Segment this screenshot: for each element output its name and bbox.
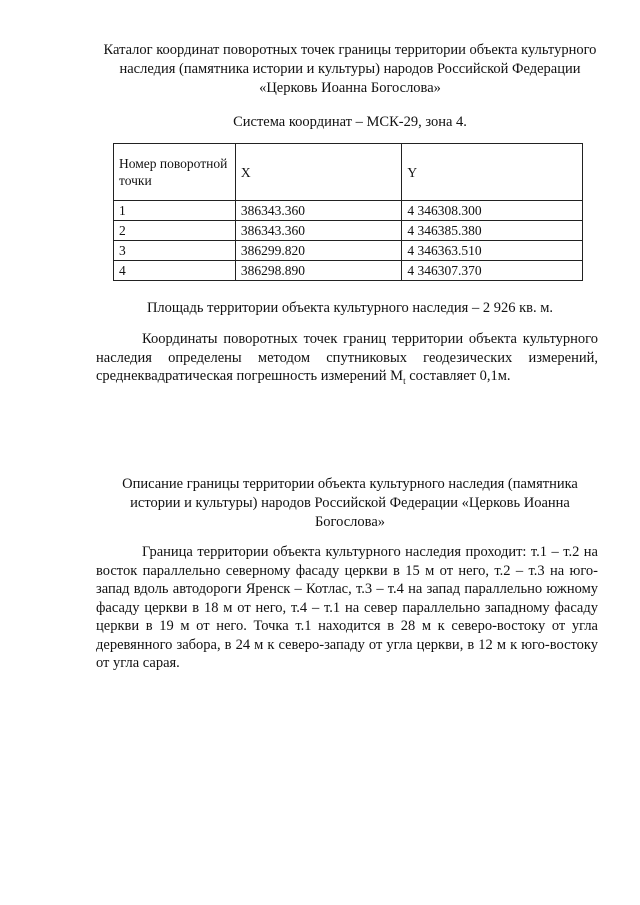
cell-y: 4 346363.510 [402, 241, 583, 261]
boundary-description: Граница территории объекта культурного наследия проходит: т.1 – т.2 на восток параллельно северному фасаду церкви в 15 м от него, т.2 – т.3 на юго-запад вдоль автодороги Яренск – Котлас, т.3 – т.4 на запад параллельно южному фасаду церкви в 18 м от него, т.4 – т.1 на север параллельно западному фасаду церкви в 19 м от него. Точка т.1 находится в 28 м к северо-востоку от угла деревянного забора, в 24 м к северо-западу от угла церкви, в 12 м к юго-востоку от угла сарая. [96, 544, 598, 671]
description-title: Описание границы территории объекта культурного наследия (памятника истории и культуры) народов Российской Федерации «Церковь Иоанна Богослова» [122, 476, 578, 530]
cell-x: 386343.360 [235, 201, 402, 221]
cell-y: 4 346308.300 [402, 201, 583, 221]
cell-y: 4 346307.370 [402, 261, 583, 281]
coordinate-system-label: Система координат – МСК-29, зона 4. [233, 114, 467, 130]
accuracy-text: Координаты поворотных точек границ территории объекта культурного наследия определены методом спутниковых геодезических измерений, среднеквадратическая погрешность измерений M [96, 331, 598, 384]
table-row [114, 221, 583, 241]
header-y: Y [402, 144, 583, 201]
table-row [114, 261, 583, 281]
catalog-title: Каталог координат поворотных точек границы территории объекта культурного наследия (памятника истории и культуры) народов Российской Федерации «Церковь Иоанна Богослова» [103, 42, 597, 96]
territory-area: Площадь территории объекта культурного наследия – 2 926 кв. м. [146, 300, 554, 316]
cell-point: 2 [114, 221, 236, 241]
accuracy-text-end: составляет 0,1м. [405, 368, 511, 384]
cell-y: 4 346385.380 [402, 221, 583, 241]
cell-x: 386343.360 [235, 221, 402, 241]
accuracy-subscript: t [403, 375, 406, 386]
cell-x: 386298.890 [235, 261, 402, 281]
accuracy-paragraph [96, 330, 598, 390]
cell-x: 386299.820 [235, 241, 402, 261]
header-point-number: Номер поворотной точки [114, 144, 236, 201]
coordinates-table [113, 143, 583, 281]
table-row [114, 241, 583, 261]
header-x: X [235, 144, 402, 201]
cell-point: 4 [114, 261, 236, 281]
table-row [114, 201, 583, 221]
table-header-row [114, 144, 583, 201]
cell-point: 3 [114, 241, 236, 261]
cell-point: 1 [114, 201, 236, 221]
